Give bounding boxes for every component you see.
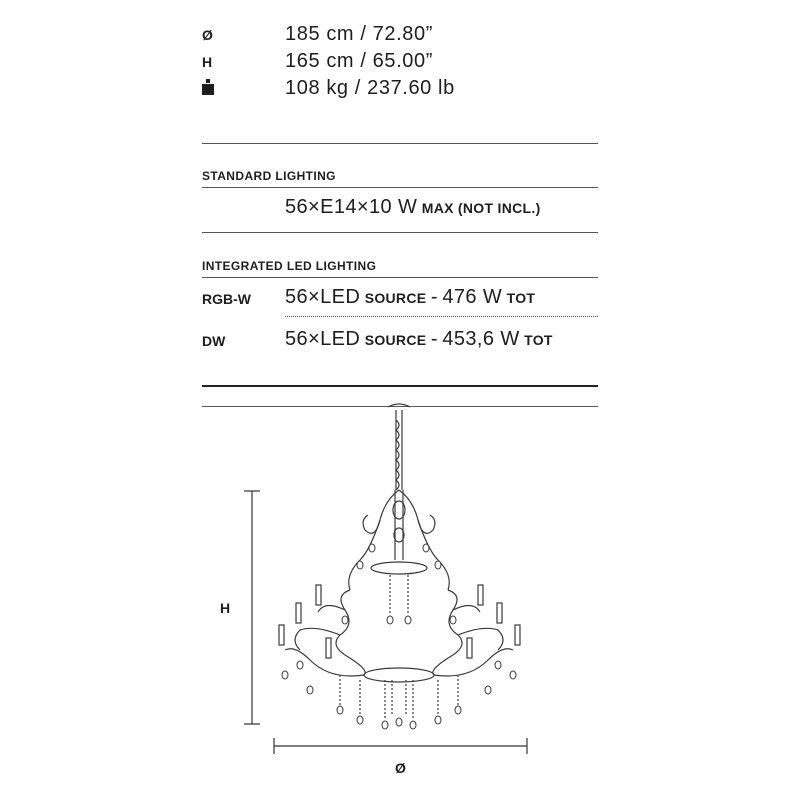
diameter-dimension-label: Ø	[395, 760, 406, 776]
led-separator: -	[430, 286, 438, 308]
led-count: 56×LED	[285, 328, 361, 350]
led-row-label: RGB-W	[202, 291, 251, 307]
led-tot-label: TOT	[506, 290, 536, 306]
led-source-label: SOURCE	[364, 290, 427, 306]
led-lighting-title: INTEGRATED LED LIGHTING	[202, 259, 377, 273]
led-source-label: SOURCE	[364, 332, 427, 348]
height-value: 165 cm / 65.00”	[285, 50, 433, 72]
canopy	[388, 404, 410, 407]
led-power: 453,6 W	[442, 328, 520, 350]
led-row-label: DW	[202, 333, 226, 349]
led-tot-label: TOT	[524, 332, 553, 348]
diameter-value: 185 cm / 72.80”	[285, 23, 433, 45]
standard-lighting-main: 56×E14×10 W	[285, 196, 418, 218]
standard-lighting-suffix: MAX (NOT INCL.)	[421, 200, 541, 216]
height-dimension-label: H	[220, 600, 231, 616]
led-separator: -	[430, 328, 438, 350]
diameter-symbol: Ø	[202, 27, 213, 43]
led-count: 56×LED	[285, 286, 361, 308]
height-symbol: H	[202, 54, 213, 70]
standard-lighting-title: STANDARD LIGHTING	[202, 169, 336, 183]
weight-value: 108 kg / 237.60 lb	[285, 77, 455, 99]
led-power: 476 W	[442, 286, 503, 308]
